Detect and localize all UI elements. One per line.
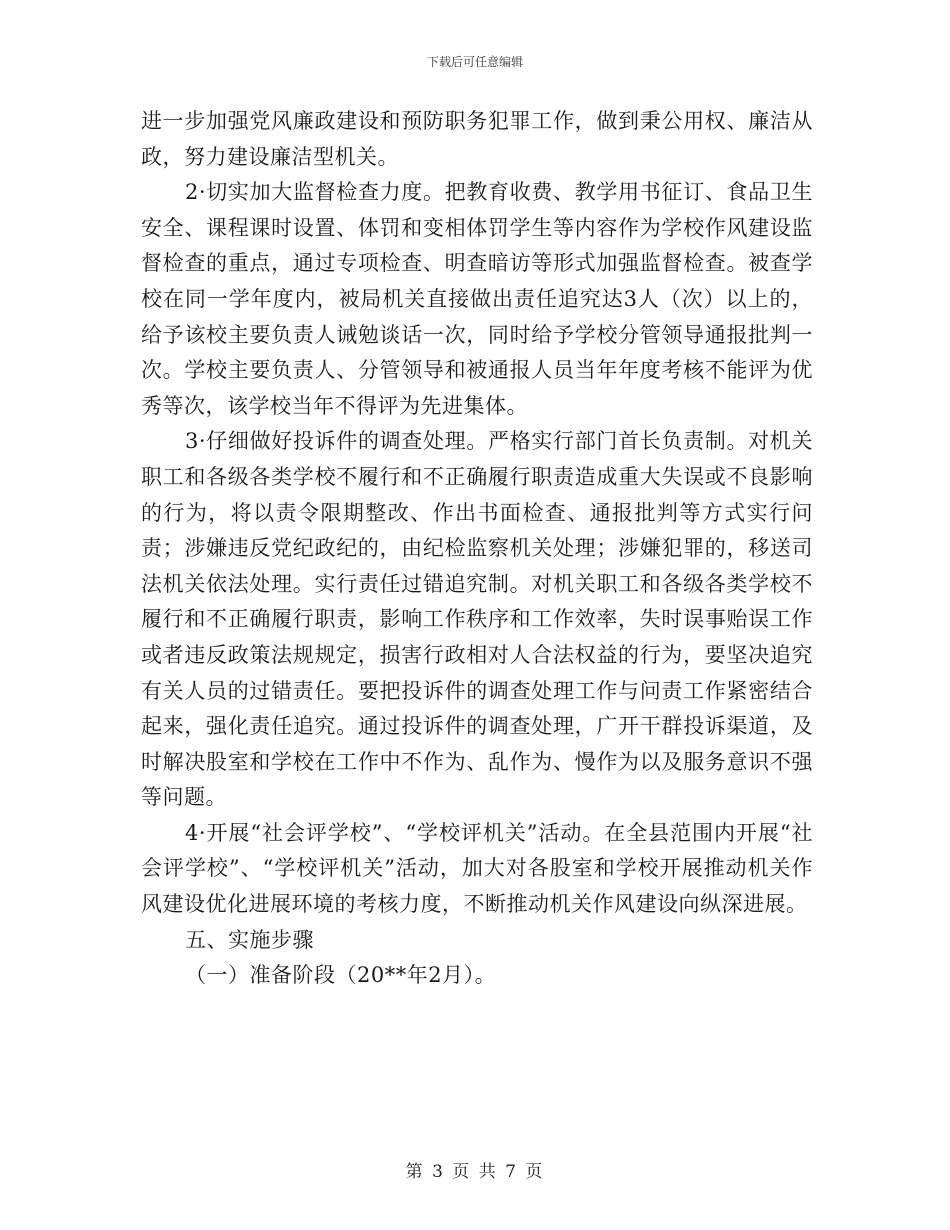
page-number-footer: 第 3 页 共 7 页 — [405, 1162, 545, 1182]
paragraph-2: 2·切实加大监督检查力度。把教育收费、教学用书征订、食品卫生安全、课程课时设置、体罚和变相体罚学生等内容作为学校作风建设监督检查的重点，通过专项检查、明查暗访等形式加强监督检查。被查学校在同一学年度内，被局机关直接做出责任追究达3人（次）以上的，给予该校主要负责人诫勉谈话一次，同时给予学校分管领导通报批判一次。学校主要负责人、分管领导和被通报人员当年年度考核不能评为优秀等次，该学校当年不得评为先进集体。 — [141, 180, 813, 418]
page-header-note: 下载后可任意编辑 — [426, 55, 523, 69]
section-heading-steps: 五、实施步骤 — [185, 927, 314, 952]
subsection-heading-prep: （一）准备阶段（20**年2月）。 — [185, 963, 497, 988]
paragraph-4: 4·开展“社会评学校”、“学校评机关”活动。在全县范围内开展“社会评学校”、“学校评机关”活动，加大对各股室和学校开展推动机关作风建设优化进展环境的考核力度，不断推动机关作风建设向纵深进展。 — [141, 820, 813, 917]
paragraph-3: 3·仔细做好投诉件的调查处理。严格实行部门首长负责制。对机关职工和各级各类学校不履行和不正确履行职责造成重大失误或不良影响的行为，将以责令限期整改、作出书面检查、通报批判等方式实行问责；涉嫌违反党纪政纪的，由纪检监察机关处理；涉嫌犯罪的，移送司法机关依法处理。实行责任过错追究制。对机关职工和各级各类学校不履行和不正确履行职责，影响工作秩序和工作效率，失时误事贻误工作或者违反政策法规规定，损害行政相对人合法权益的行为，要坚决追究有关人员的过错责任。要把投诉件的调查处理工作与问责工作紧密结合起来，强化责任追究。通过投诉件的调查处理，广开干群投诉渠道，及时解决股室和学校在工作中不作为、乱作为、慢作为以及服务意识不强等问题。 — [141, 429, 813, 810]
paragraph-1: 进一步加强党风廉政建设和预防职务犯罪工作，做到秉公用权、廉洁从政，努力建设廉洁型机关。 — [141, 109, 813, 169]
document-body — [141, 104, 813, 994]
